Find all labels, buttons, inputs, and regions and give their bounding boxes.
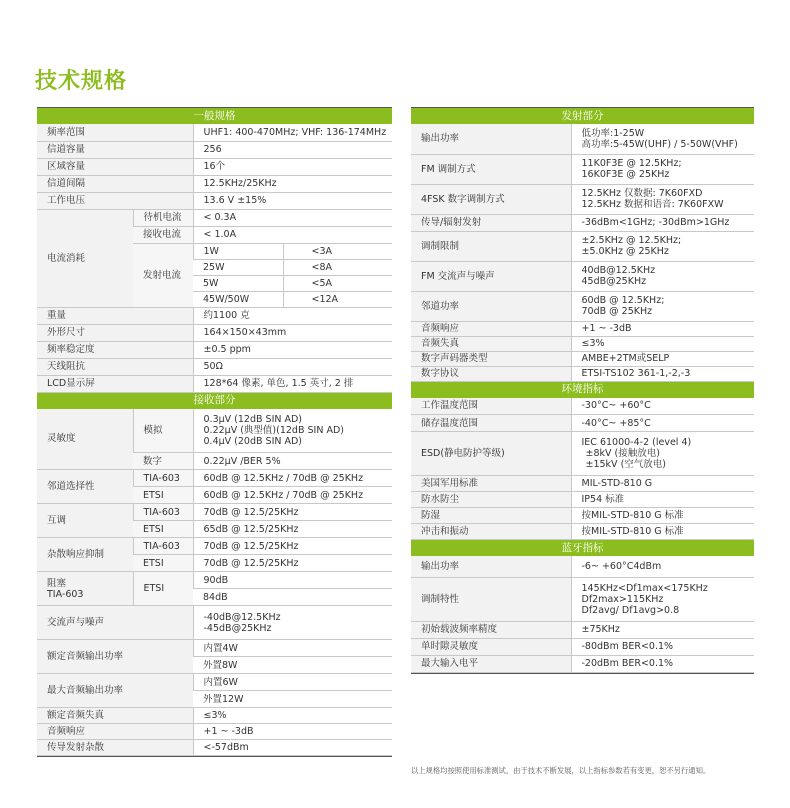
row-label: 初始载波频率精度 [411, 621, 571, 638]
value-line: -40dB@12.5KHz [203, 611, 281, 623]
row-label: 频率稳定度 [37, 341, 193, 358]
row-value: 164×150×43mm [193, 324, 392, 341]
table-row [37, 708, 392, 724]
table-row [37, 124, 392, 141]
row-label: 信道间隔 [37, 175, 193, 192]
row-label: 邻道功率 [411, 291, 571, 321]
table-row [411, 638, 754, 655]
transmit-current-label: 发射电流 [133, 243, 193, 307]
footnote: 以上规格均按照使用标准测试，由于技术不断发展，以上指标参数若有变更，恕不另行通知。 [411, 766, 711, 775]
table-row [411, 415, 754, 432]
table-row [37, 341, 392, 358]
table-row [37, 740, 392, 756]
row-value [571, 154, 754, 184]
table-row [411, 366, 754, 381]
table-row [37, 572, 392, 589]
row-label: 音频失真 [411, 336, 571, 351]
row-value: +1 ~ -3dB [193, 724, 392, 740]
power-level: 45W/50W [193, 291, 283, 307]
page-title: 技术规格 [35, 69, 128, 94]
spurious-label: 杂散响应抑制 [37, 538, 133, 572]
rated-audio-label: 额定音频输出功率 [37, 640, 193, 674]
value-line: 40dB@12.5KHz [581, 265, 656, 276]
table-row [411, 261, 754, 291]
value-line: Df2avg/ Df1avg>0.8 [581, 604, 680, 616]
left-spec-panel [37, 107, 392, 757]
table-row [411, 508, 754, 524]
sensitivity-label: 灵敏度 [37, 409, 133, 470]
row-value [571, 577, 754, 621]
row-value: 约1100 克 [193, 307, 392, 324]
row-value: IP54 标准 [571, 492, 754, 508]
left-spec-table [37, 108, 392, 756]
row-value: 16个 [193, 158, 392, 175]
value-line: 12.5KHz 数据和语音: 7K60FXW [581, 199, 724, 210]
row-label: 防湿 [411, 508, 571, 524]
row-value: 内置4W [193, 640, 392, 657]
hum-noise-value [193, 606, 392, 640]
value-line: ±15kV (空气放电) [585, 459, 666, 470]
table-row [411, 476, 754, 492]
row-label: 美国军用标准 [411, 476, 571, 492]
table-row [411, 291, 754, 321]
table-row [37, 158, 392, 175]
table-row [37, 606, 392, 640]
row-value: 90dB [193, 572, 392, 589]
row-value: <-57dBm [193, 740, 392, 756]
row-value: 12.5KHz/25KHz [193, 175, 392, 192]
row-label: 输出功率 [411, 124, 571, 154]
power-level: 25W [193, 259, 283, 275]
row-label: 4FSK 数字调制方式 [411, 184, 571, 214]
row-value: 外置12W [193, 691, 392, 708]
standard-label: ETSI [133, 487, 193, 504]
standby-current-value: < 0.3A [193, 209, 392, 226]
row-label: 输出功率 [411, 556, 571, 577]
value-line: 145KHz<Df1max<175KHz [581, 582, 708, 594]
standard-label: TIA-603 [133, 470, 193, 487]
max-audio-label: 最大音频输出功率 [37, 674, 193, 708]
table-row [37, 175, 392, 192]
right-spec-table [411, 108, 754, 673]
table-row [411, 351, 754, 366]
value-line: ±2.5KHz @ 12.5KHz; [581, 235, 682, 246]
power-level: 5W [193, 275, 283, 291]
row-label: 最大输入电平 [411, 655, 571, 672]
standard-label: ETSI [133, 555, 193, 572]
value-line: 45dB@25KHz [581, 276, 647, 287]
current-value: <8A [283, 259, 392, 275]
table-row [37, 504, 392, 521]
table-row [37, 192, 392, 209]
row-label: 重量 [37, 307, 193, 324]
row-label: 天线阻抗 [37, 358, 193, 375]
digital-label: 数字 [133, 453, 193, 470]
value-line: 60dB @ 12.5KHz; [581, 295, 665, 306]
bluetooth-section-header: 蓝牙指标 [411, 540, 754, 557]
receive-section-header: 接收部分 [37, 392, 392, 409]
table-row [37, 324, 392, 341]
row-label: 工作温度范围 [411, 398, 571, 415]
environment-section-header: 环境指标 [411, 381, 754, 398]
standard-label: TIA-603 [133, 538, 193, 555]
row-label: FM 调制方式 [411, 154, 571, 184]
row-value [571, 231, 754, 261]
current-label: 电流消耗 [37, 209, 133, 307]
value-line: -45dB@25KHz [203, 622, 272, 634]
row-label: 音频响应 [411, 321, 571, 336]
row-value: -30°C~ +60°C [571, 398, 754, 415]
table-row [37, 724, 392, 740]
row-value: ETSI-TS102 361-1,-2,-3 [571, 366, 754, 381]
row-value: 70dB @ 12.5/25KHz [193, 538, 392, 555]
table-row [37, 470, 392, 487]
row-value: -36dBm<1GHz; -30dBm>1GHz [571, 214, 754, 231]
row-value: -20dBm BER<0.1% [571, 655, 754, 672]
transmit-section-header: 发射部分 [411, 108, 754, 124]
table-row [37, 640, 392, 657]
standard-label: ETSI [133, 572, 193, 606]
row-value: 70dB @ 12.5/25KHz [193, 555, 392, 572]
row-label: 工作电压 [37, 192, 193, 209]
table-row [411, 621, 754, 638]
row-value [571, 261, 754, 291]
row-label: 冲击和振动 [411, 524, 571, 540]
table-row [411, 124, 754, 154]
value-line: 低功率:1-25W [581, 127, 645, 139]
blocking-label-line: 阻塞 [47, 577, 67, 589]
adjacent-label: 邻道选择性 [37, 470, 133, 504]
analog-label: 模拟 [133, 409, 193, 453]
value-line: 高功率:5-45W(UHF) / 5-50W(VHF) [581, 138, 738, 150]
row-value [571, 184, 754, 214]
row-value: 按MIL-STD-810 G 标准 [571, 524, 754, 540]
row-label: LCD显示屏 [37, 375, 193, 392]
row-value: 内置6W [193, 674, 392, 691]
table-row [411, 321, 754, 336]
row-label: 额定音频失真 [37, 708, 193, 724]
table-row [411, 655, 754, 672]
table-row [37, 409, 392, 453]
row-label: ESD(静电防护等级) [411, 432, 571, 476]
row-value: 外置8W [193, 657, 392, 674]
row-value: 84dB [193, 589, 392, 606]
value-line: 16K0F3E @ 25KHz [581, 169, 670, 180]
value-line: Df2max>115KHz [581, 593, 664, 605]
row-value: 65dB @ 12.5/25KHz [193, 521, 392, 538]
table-row [411, 231, 754, 261]
standby-current-label: 待机电流 [133, 209, 193, 226]
row-value [571, 291, 754, 321]
table-row [411, 214, 754, 231]
value-line: IEC 61000-4-2 (level 4) [581, 437, 692, 448]
row-label: 外形尺寸 [37, 324, 193, 341]
row-value [571, 432, 754, 476]
table-row [411, 524, 754, 540]
value-line: ±5.0KHz @ 25KHz [581, 246, 669, 257]
table-row [411, 556, 754, 577]
table-row [37, 538, 392, 555]
row-value: 13.6 V ±15% [193, 192, 392, 209]
row-value: UHF1: 400-470MHz; VHF: 136-174MHz [193, 124, 392, 141]
row-value: 按MIL-STD-810 G 标准 [571, 508, 754, 524]
table-row [37, 307, 392, 324]
row-value: 60dB @ 12.5KHz / 70dB @ 25KHz [193, 487, 392, 504]
table-row [37, 358, 392, 375]
row-value: 70dB @ 12.5/25KHz [193, 504, 392, 521]
analog-line: 0.3μV (12dB SIN AD) [203, 413, 303, 425]
table-row [37, 375, 392, 392]
analog-values [193, 409, 392, 453]
row-value: 256 [193, 141, 392, 158]
table-row [37, 209, 392, 226]
row-label: 数字声码器类型 [411, 351, 571, 366]
table-row [411, 336, 754, 351]
blocking-label [37, 572, 133, 606]
row-label: 数字协议 [411, 366, 571, 381]
blocking-label-line: TIA-603 [47, 588, 84, 600]
row-label: 信道容量 [37, 141, 193, 158]
intermod-label: 互调 [37, 504, 133, 538]
current-value: <5A [283, 275, 392, 291]
current-value: <3A [283, 243, 392, 259]
value-line: 11K0F3E @ 12.5KHz; [581, 158, 682, 169]
table-row [411, 398, 754, 415]
value-line: 12.5KHz 仅数据: 7K60FXD [581, 188, 703, 199]
receive-current-value: < 1.0A [193, 226, 392, 243]
row-label: 传导/辐射发射 [411, 214, 571, 231]
hum-noise-label: 交流声与噪声 [37, 606, 193, 640]
row-value [571, 124, 754, 154]
table-row [411, 184, 754, 214]
row-value: AMBE+2TM或SELP [571, 351, 754, 366]
table-row [37, 674, 392, 691]
analog-line: 0.4μV (20dB SIN AD) [203, 435, 303, 447]
power-level: 1W [193, 243, 283, 259]
value-line: 70dB @ 25KHz [581, 306, 653, 317]
table-row [411, 154, 754, 184]
row-label: 调制限制 [411, 231, 571, 261]
value-line: ±8kV (接触放电) [585, 448, 660, 459]
row-label: 防水防尘 [411, 492, 571, 508]
current-value: <12A [283, 291, 392, 307]
row-label: 储存温度范围 [411, 415, 571, 432]
general-section-header: 一般规格 [37, 108, 392, 124]
row-value: -6~ +60°C4dBm [571, 556, 754, 577]
row-value: 60dB @ 12.5KHz / 70dB @ 25KHz [193, 470, 392, 487]
row-value: ±0.5 ppm [193, 341, 392, 358]
row-value: ≤3% [571, 336, 754, 351]
digital-value: 0.22μV /BER 5% [193, 453, 392, 470]
table-row [37, 141, 392, 158]
row-value: -40°C~ +85°C [571, 415, 754, 432]
analog-line: 0.22μV (典型值)(12dB SIN AD) [203, 424, 344, 436]
table-row [411, 577, 754, 621]
table-row [411, 432, 754, 476]
standard-label: TIA-603 [133, 504, 193, 521]
right-spec-panel [411, 107, 754, 674]
row-label: 音频响应 [37, 724, 193, 740]
row-value: -80dBm BER<0.1% [571, 638, 754, 655]
row-label: 区域容量 [37, 158, 193, 175]
row-label: FM 交流声与噪声 [411, 261, 571, 291]
standard-label: ETSI [133, 521, 193, 538]
row-label: 传导发射杂散 [37, 740, 193, 756]
row-value: 128*64 像素, 单色, 1.5 英寸, 2 排 [193, 375, 392, 392]
row-value: +1 ~ -3dB [571, 321, 754, 336]
row-label: 单时隙灵敏度 [411, 638, 571, 655]
row-label: 调制特性 [411, 577, 571, 621]
row-value: ±75KHz [571, 621, 754, 638]
row-label: 频率范围 [37, 124, 193, 141]
row-value: MIL-STD-810 G [571, 476, 754, 492]
row-value: ≤3% [193, 708, 392, 724]
row-value: 50Ω [193, 358, 392, 375]
table-row [411, 492, 754, 508]
receive-current-label: 接收电流 [133, 226, 193, 243]
